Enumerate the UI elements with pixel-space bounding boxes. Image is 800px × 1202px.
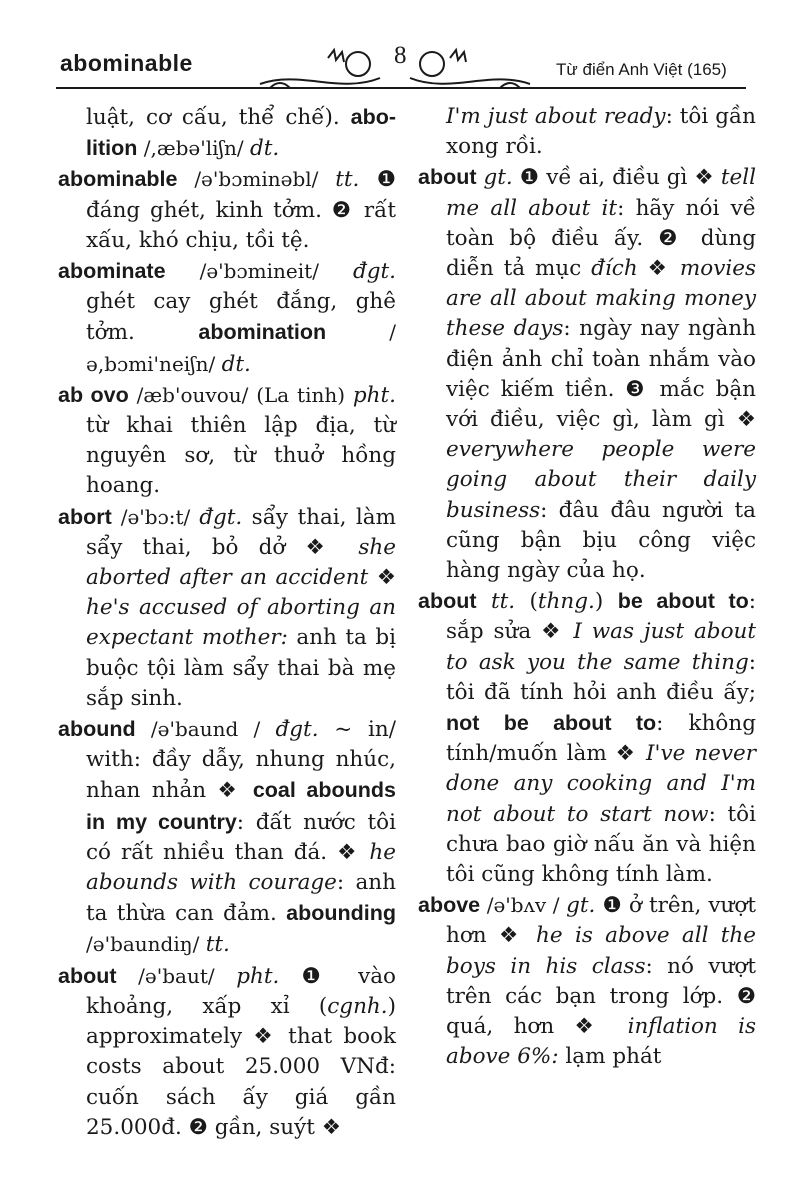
entry-about-adverb: about /ə'baut/ pht. ❶ vào khoảng, xấp xỉ (cgnh.) approximately ❖ that book costs about 25.000 VNđ: cuốn sách ấy giá gần 25.000đ. ❷ gần, suýt ❖ bbox=[58, 963, 397, 1140]
running-headword: abominable bbox=[60, 50, 193, 76]
entry-ab-ovo: ab ovo /æb'ouvou/ (La tinh) pht. từ khai thiên lập địa, từ nguyên sơ, từ thuở hồng hoang. bbox=[58, 382, 396, 499]
running-title: Từ điển Anh Việt (165) bbox=[556, 60, 727, 79]
header-rule bbox=[56, 87, 746, 89]
page-number: 8 bbox=[394, 42, 407, 69]
entry-abominate: abominate /ə'bɔmineit/ đgt. ghét cay ghét đắng, ghê tởm. abomination /ə,bɔmi'neiʃn/ dt. bbox=[58, 259, 396, 377]
entry-continuation: I'm just about ready: tôi gần xong rồi. bbox=[446, 104, 756, 160]
page-header bbox=[0, 0, 800, 104]
entry-about-preposition: about gt. ❶ về ai, điều gì ❖ tell me all about it: hãy nói về toàn bộ điều ấy. ❷ dùng diễn tả mục đích ❖ movies are all about making money these days: ngày nay ngành điện ảnh chỉ toàn nhắm vào việc kiếm tiền. ❸ mắc bận với điều, việc gì, làm gì ❖ everywhere people were going about their daily business: đâu đâu người ta cũng bận bịu công việc hàng ngày của họ. bbox=[418, 165, 756, 584]
entry-above: above /ə'bʌv / gt. ❶ ở trên, vượt hơn ❖ he is above all the boys in his class: nó vượt trên các bạn trong lớp. ❷ quá, hơn ❖ inflation is above 6%: lạm phát bbox=[418, 893, 756, 1070]
left-column bbox=[58, 102, 396, 1143]
entry-continuation: luật, cơ cấu, thể chế). abo-lition /,æbə'liʃn/ dt. bbox=[86, 105, 396, 162]
entry-abominable: abominable /ə'bɔminəbl/ tt. ❶ đáng ghét, kinh tởm. ❷ rất xấu, khó chịu, tồi tệ. bbox=[58, 167, 396, 253]
entry-abort: abort /ə'bɔ:t/ đgt. sẩy thai, làm sẩy thai, bỏ dở ❖ she aborted after an accident ❖ he's accused of aborting an expectant mother: anh ta bị buộc tội làm sẩy thai bà mẹ sắp sinh. bbox=[58, 504, 396, 711]
entry-abound: abound /ə'baund / đgt. ~ in/ with: đầy dẫy, nhung nhúc, nhan nhản ❖ coal abounds in my country: đất nước tôi có rất nhiều than đá. ❖ he abounds with courage: anh ta thừa can đảm. abounding /ə'baundiŋ/ tt. bbox=[58, 717, 397, 958]
right-column bbox=[418, 102, 756, 1073]
entry-about-adjective: about tt. (thng.) be about to: sắp sửa ❖ I was just about to ask you the same thing: tôi đã tính hỏi anh điều ấy; not be about to: không tính/muốn làm ❖ I've never done any cooking and I'm not about to start now: tôi chưa bao giờ nấu ăn và hiện tôi cũng không tính làm. bbox=[418, 589, 757, 888]
